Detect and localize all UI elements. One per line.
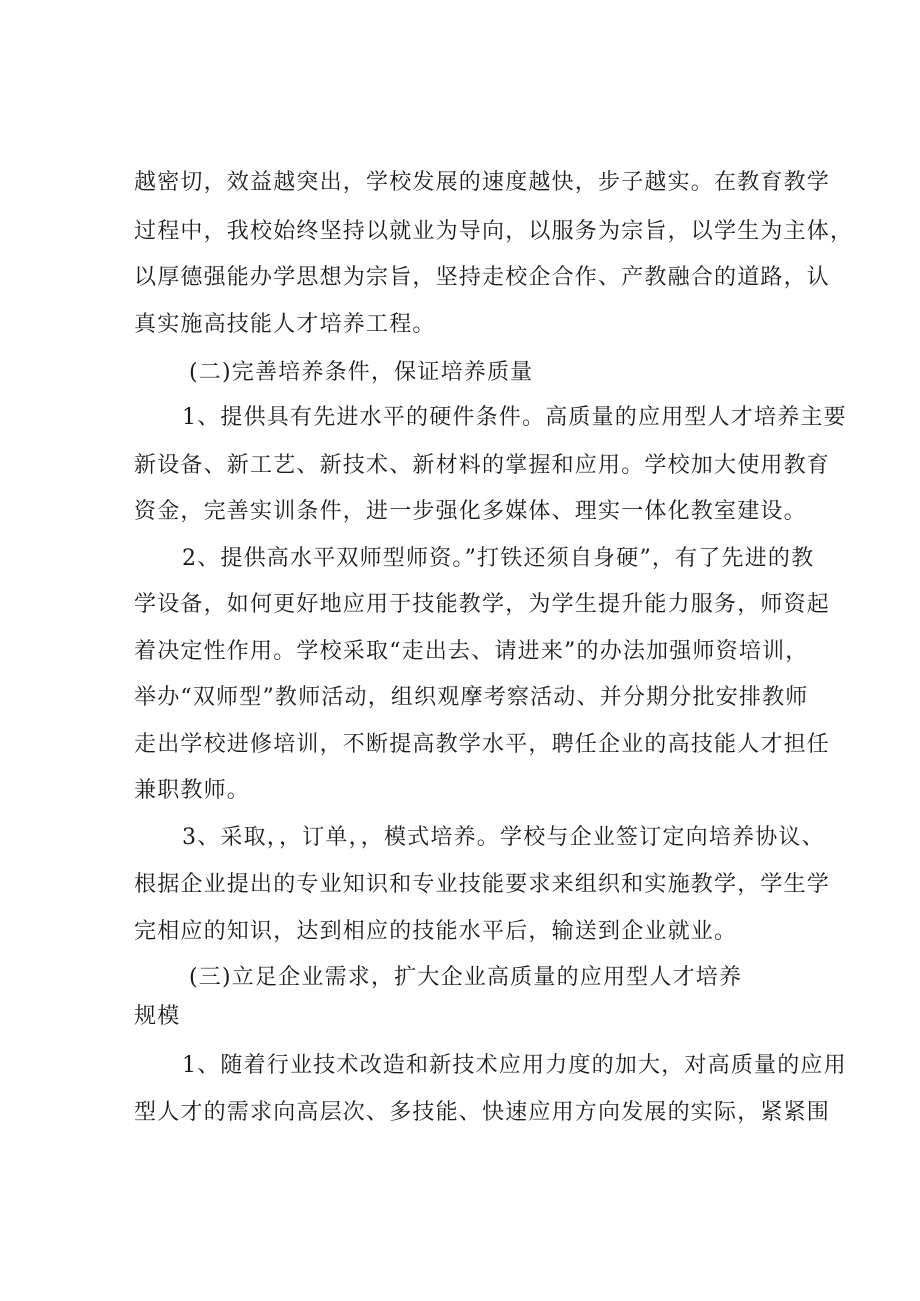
body-text-line: 3、采取，，订单，，模式培养。学校与企业签订定向培养协议、 — [182, 825, 825, 850]
body-text-line: 着决定性作用。学校采取“走出去、请进来”的办法加强师资培训， — [134, 639, 809, 664]
section-heading-3: (三)立足企业需求，扩大企业高质量的应用型人才培养 — [189, 965, 743, 990]
body-text-line: 学设备，如何更好地应用于技能教学，为学生提升能力服务，师资起 — [134, 592, 831, 617]
body-text-line: 1、随着行业技术改造和新技术应用力度的加大，对高质量的应用 — [182, 1053, 847, 1078]
section-heading-3-continued: 规模 — [134, 1004, 181, 1029]
body-text-line: 1、提供具有先进水平的硬件条件。高质量的应用型人才培养主要 — [182, 405, 847, 430]
body-text-line: 资金，完善实训条件，进一步强化多媒体、理实一体化教室建设。 — [134, 499, 807, 524]
body-text-line: 根据企业提出的专业知识和专业技能要求来组织和实施教学，学生学 — [134, 872, 831, 897]
body-text-line: 完相应的知识，达到相应的技能水平后，输送到企业就业。 — [134, 919, 738, 944]
section-heading-2: (二)完善培养条件，保证培养质量 — [189, 360, 534, 385]
body-text-line: 型人才的需求向高层次、多技能、快速应用方向发展的实际，紧紧围 — [134, 1100, 831, 1125]
body-text-line: 新设备、新工艺、新技术、新材料的掌握和应用。学校加大使用教育 — [134, 453, 831, 478]
body-text-line: 过程中，我校始终坚持以就业为导向，以服务为宗旨，以学生为主体， — [134, 219, 854, 244]
body-text-line: 兼职教师。 — [134, 778, 251, 803]
body-text-line: 真实施高技能人才培养工程。 — [134, 312, 436, 337]
body-text-line: 2、提供高水平双师型师资。”打铁还须自身硬”，有了先进的教 — [182, 546, 815, 571]
body-text-line: 举办“双师型”教师活动，组织观摩考察活动、并分期分批安排教师 — [134, 685, 809, 710]
body-text-line: 越密切，效益越突出，学校发展的速度越快，步子越实。在教育教学 — [134, 170, 831, 195]
body-text-line: 以厚德强能办学思想为宗旨，坚持走校企合作、产教融合的道路，认 — [134, 265, 831, 290]
body-text-line: 走出学校进修培训，不断提高教学水平，聘任企业的高技能人才担任 — [134, 732, 831, 757]
